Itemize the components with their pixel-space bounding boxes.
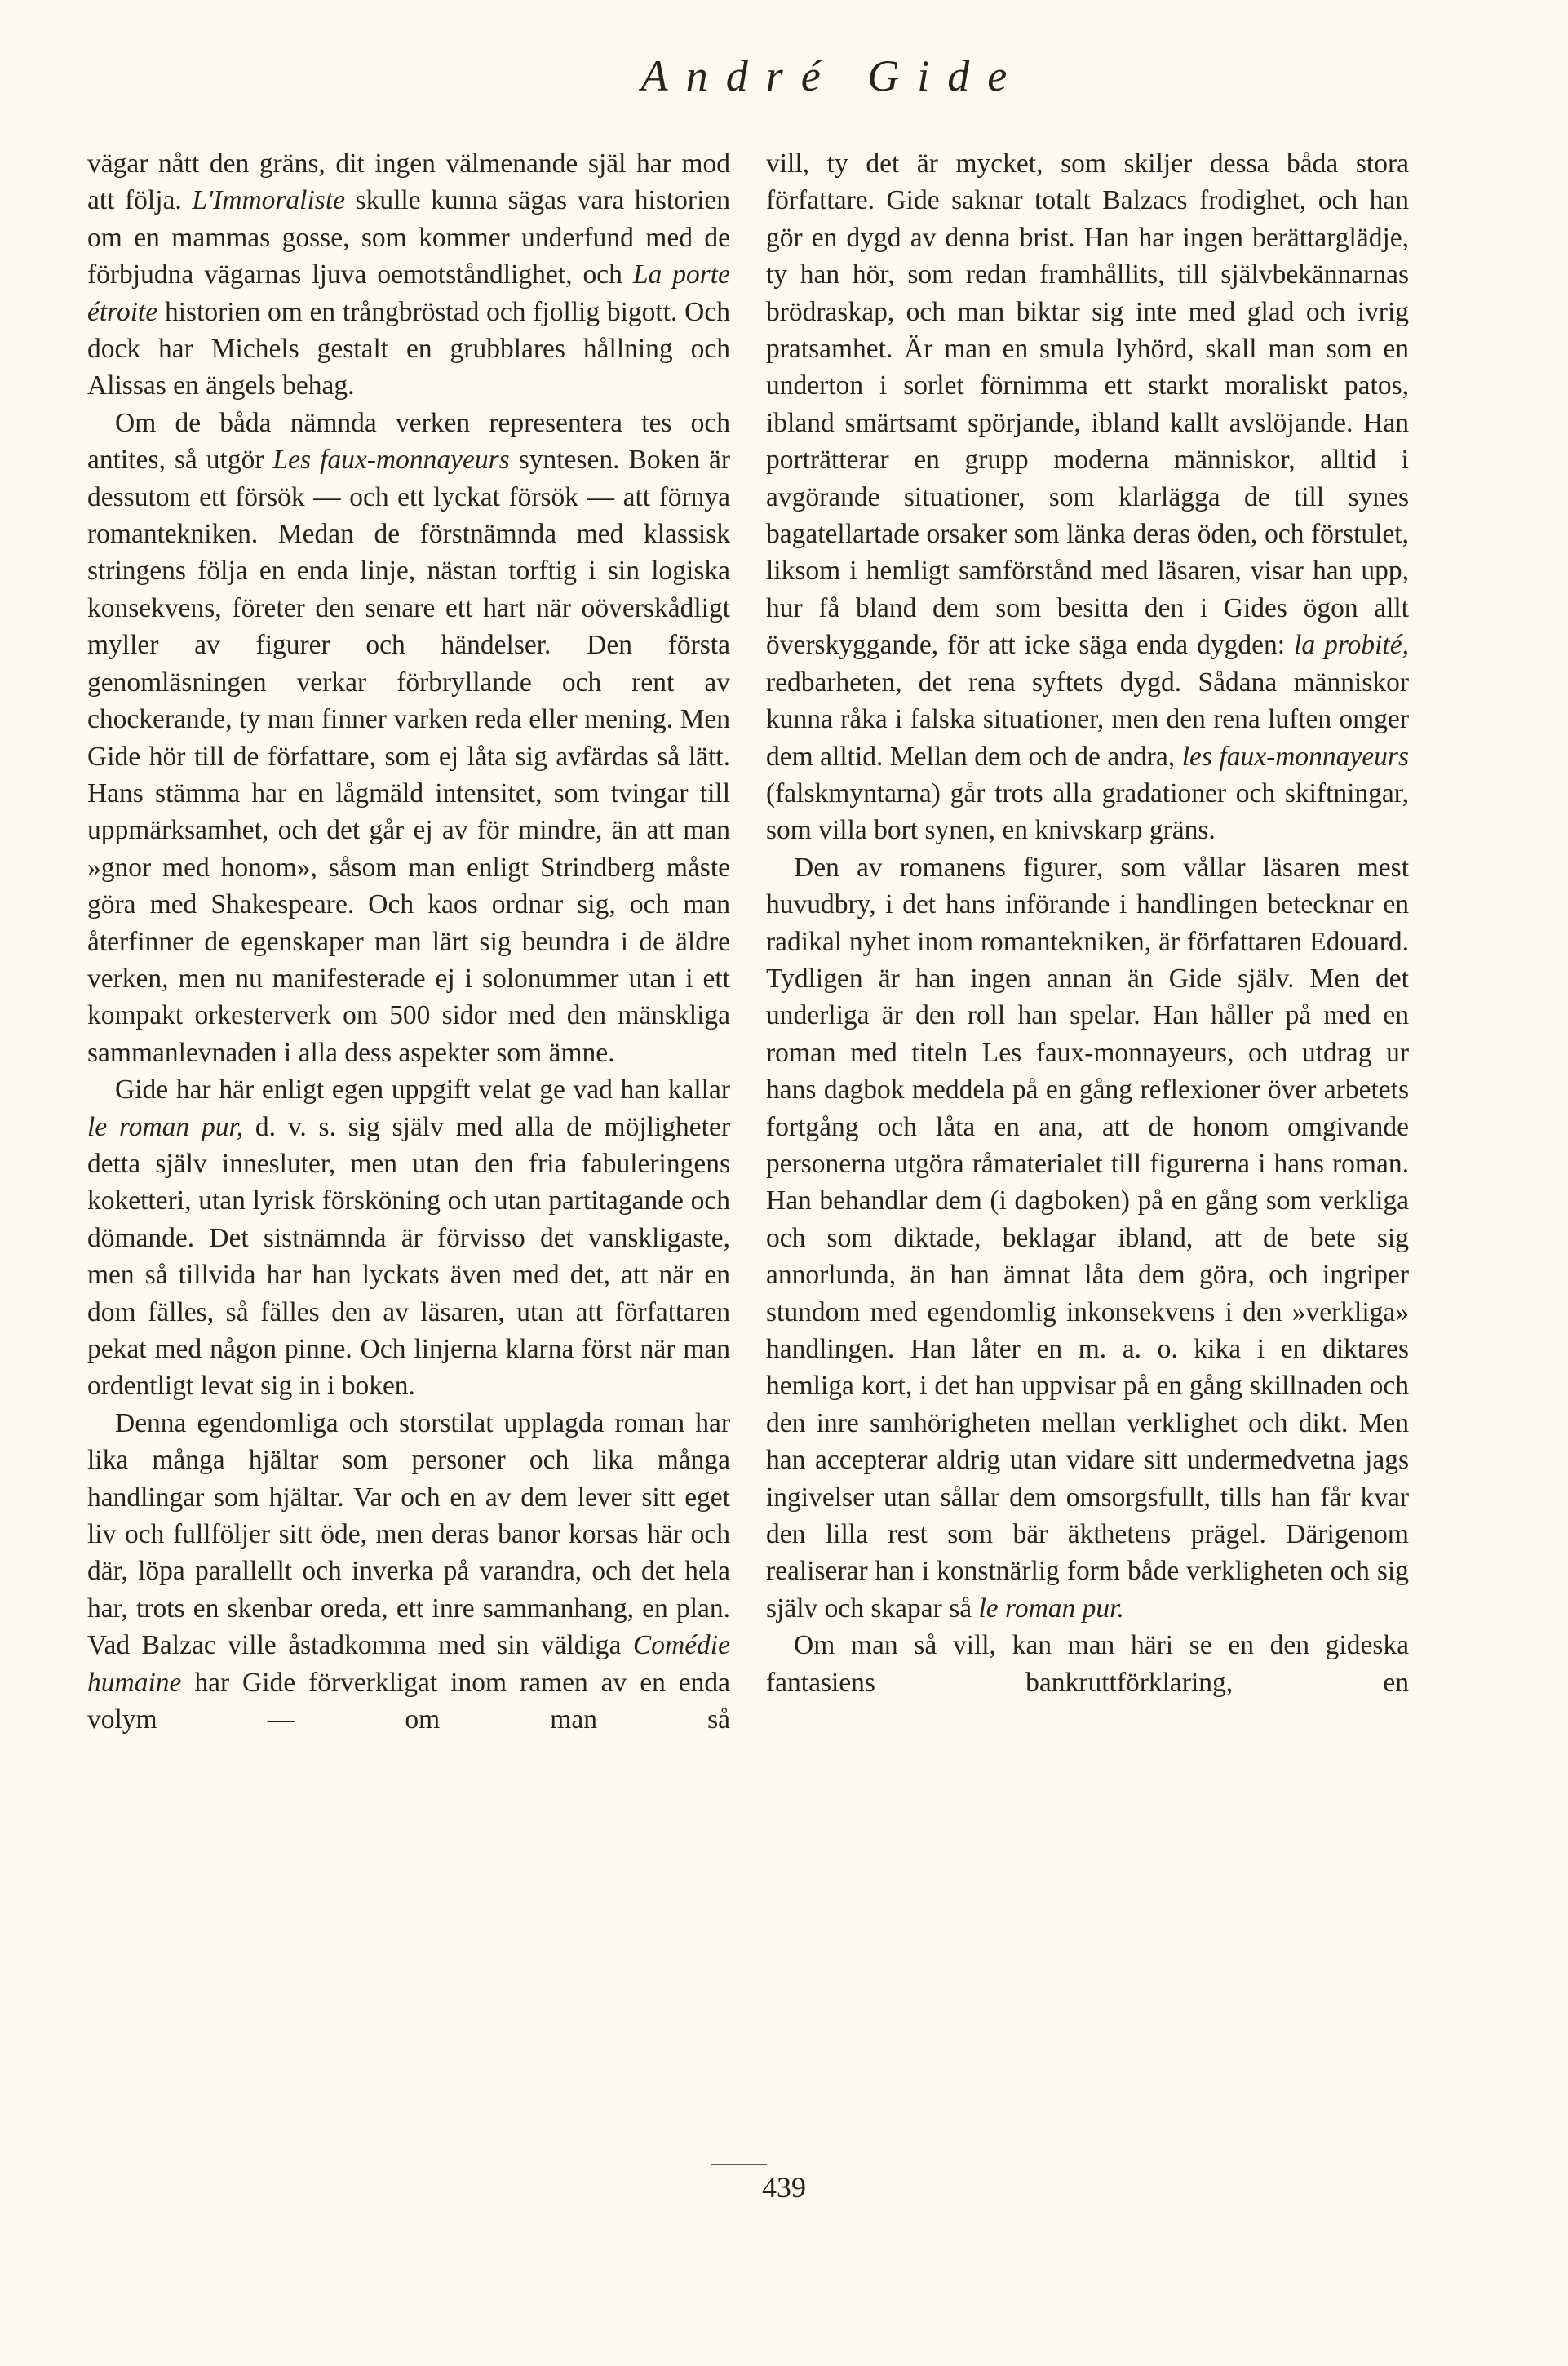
paragraph: vägar nått den gräns, dit ingen välmenande själ har mod att följa. L'Immoraliste skulle kunna sägas vara historien om en mammas gosse, som kommer underfund med de förbjudna vägarnas ljuva oemotståndlighet, och La porte étroite historien om en trångbröstad och fjollig bigott. Och dock har Michels gestalt en grubblares hållning och Alissas en ängels behag. (87, 148, 730, 401)
paragraph: Denna egendomliga och storstilat upplagda roman har lika många hjältar som personer och lika många handlingar som hjältar. Var och en av dem lever sitt eget liv och fullföljer sitt öde, men deras banor korsas här och där, löpa parallellt och inverka på varandra, och det hela har, trots en skenbar oreda, ett inre sammanhang, en plan. Vad Balzac ville åstadkomma med sin väldiga Comédie humaine har Gide förverkligat inom ramen av en enda volym — om man så (87, 1407, 730, 1735)
page-number: 439 (762, 2171, 806, 2204)
paragraph: Om man så vill, kan man häri se en den gideska fantasiens bankruttförklaring, en (766, 1630, 1409, 1698)
paragraph: vill, ty det är mycket, som skiljer dessa båda stora författare. Gide saknar totalt Balzacs frodighet, och han gör en dygd av denna brist. Han har ingen berättarglädje, ty han hör, som redan framhållits, till självbekännarnas brödraskap, och man biktar sig inte med glad och ivrig pratsamhet. Är man en smula lyhörd, skall man som en underton i sorlet förnimma ett starkt moraliskt patos, ibland smärtsamt spörjande, ibland kallt avslöjande. Han porträtterar en grupp moderna människor, alltid i avgörande situationer, som klarlägga de till synes bagatellartade orsaker som länka deras öden, och förstulet, liksom i hemligt samförstånd med läsaren, visar han upp, hur få bland dem som besitta den i Gides ögon allt överskyggande, för att icke säga enda dygden: la probité, redbarheten, det rena syftets dygd. Sådana människor kunna råka i falska situationer, men den rena luften omger dem alltid. Mellan dem och de andra, les faux-monnayeurs (falskmyntarna) går trots alla gradationer och skiftningar, som villa bort synen, en knivskarp gräns. (766, 148, 1409, 846)
paragraph: Om de båda nämnda verken representera tes och antites, så utgör Les faux-monnayeurs syntesen. Boken är dessutom ett försök — och ett lyckat försök — att förnya romantekniken. Medan de förstnämnda med klassisk stringens följa en enda linje, nästan torftig i sin logiska konsekvens, företer den senare ett hart när oöverskådligt myller av figurer och händelser. Den första genomläsningen verkar förbryllande och rent av chockerande, ty man finner varken reda eller mening. Men Gide hör till de författare, som ej låta sig avfärdas så lätt. Hans stämma har en lågmäld intensitet, som tvingar till uppmärksamhet, och det går ej av för mindre, än att man »gnor med honom», såsom man enligt Strindberg måste göra med Shakespeare. Och kaos ordnar sig, och man återfinner de egenskaper man lärt sig beundra i de äldre verken, men nu manifesterade ej i solonummer utan i ett kompakt orkesterverk om 500 sidor med den mänskliga sammanlevnaden i alla dess aspekter som ämne. (87, 407, 730, 1068)
running-header: André Gide (640, 51, 1025, 100)
page-number-rule (711, 2164, 767, 2165)
paragraph: Den av romanens figurer, som vållar läsaren mest huvudbry, i det hans införande i handlingen betecknar en radikal nyhet inom romantekniken, är författaren Edouard. Tydligen är han ingen annan än Gide själv. Men det underliga är den roll han spelar. Han håller på med en roman med titeln Les faux-monnayeurs, och utdrag ur hans dagbok meddela på en gång reflexioner över arbetets fortgång och låta en ana, att de honom omgivande personerna utgöra råmaterialet till figurerna i hans roman. Han behandlar dem (i dagboken) på en gång som verkliga och som diktade, beklagar ibland, att de bete sig annorlunda, än han ämnat låta dem göra, och ingriper stundom med egendomlig inkonsekvens i den »verkliga» handlingen. Han låter en m. a. o. kika i en diktares hemliga kort, i det han uppvisar på en gång skillnaden och den inre samhörigheten mellan verklighet och dikt. Men han accepterar aldrig utan vidare sitt undermedvetna jags ingivelser utan sållar dem omsorgsfullt, tills han får kvar den lilla rest som bär äkthetens prägel. Därigenom realiserar han i konstnärlig form både verkligheten och sig själv och skapar så le roman pur. (766, 852, 1409, 1624)
paragraph: Gide har här enligt egen uppgift velat ge vad han kallar le roman pur, d. v. s. sig själv med alla de möjligheter detta själv innesluter, men utan den fria fabuleringens koketteri, utan lyrisk försköning och utan partitagande och dömande. Det sistnämnda är förvisso det vanskligaste, men så tillvida har han lyckats även med det, att när en dom fälles, så fälles den av läsaren, utan att författaren pekat med någon pinne. Och linjerna klarna först när man ordentligt levat sig in i boken. (87, 1074, 730, 1402)
right-column (766, 145, 1409, 1701)
left-column (87, 145, 730, 1738)
